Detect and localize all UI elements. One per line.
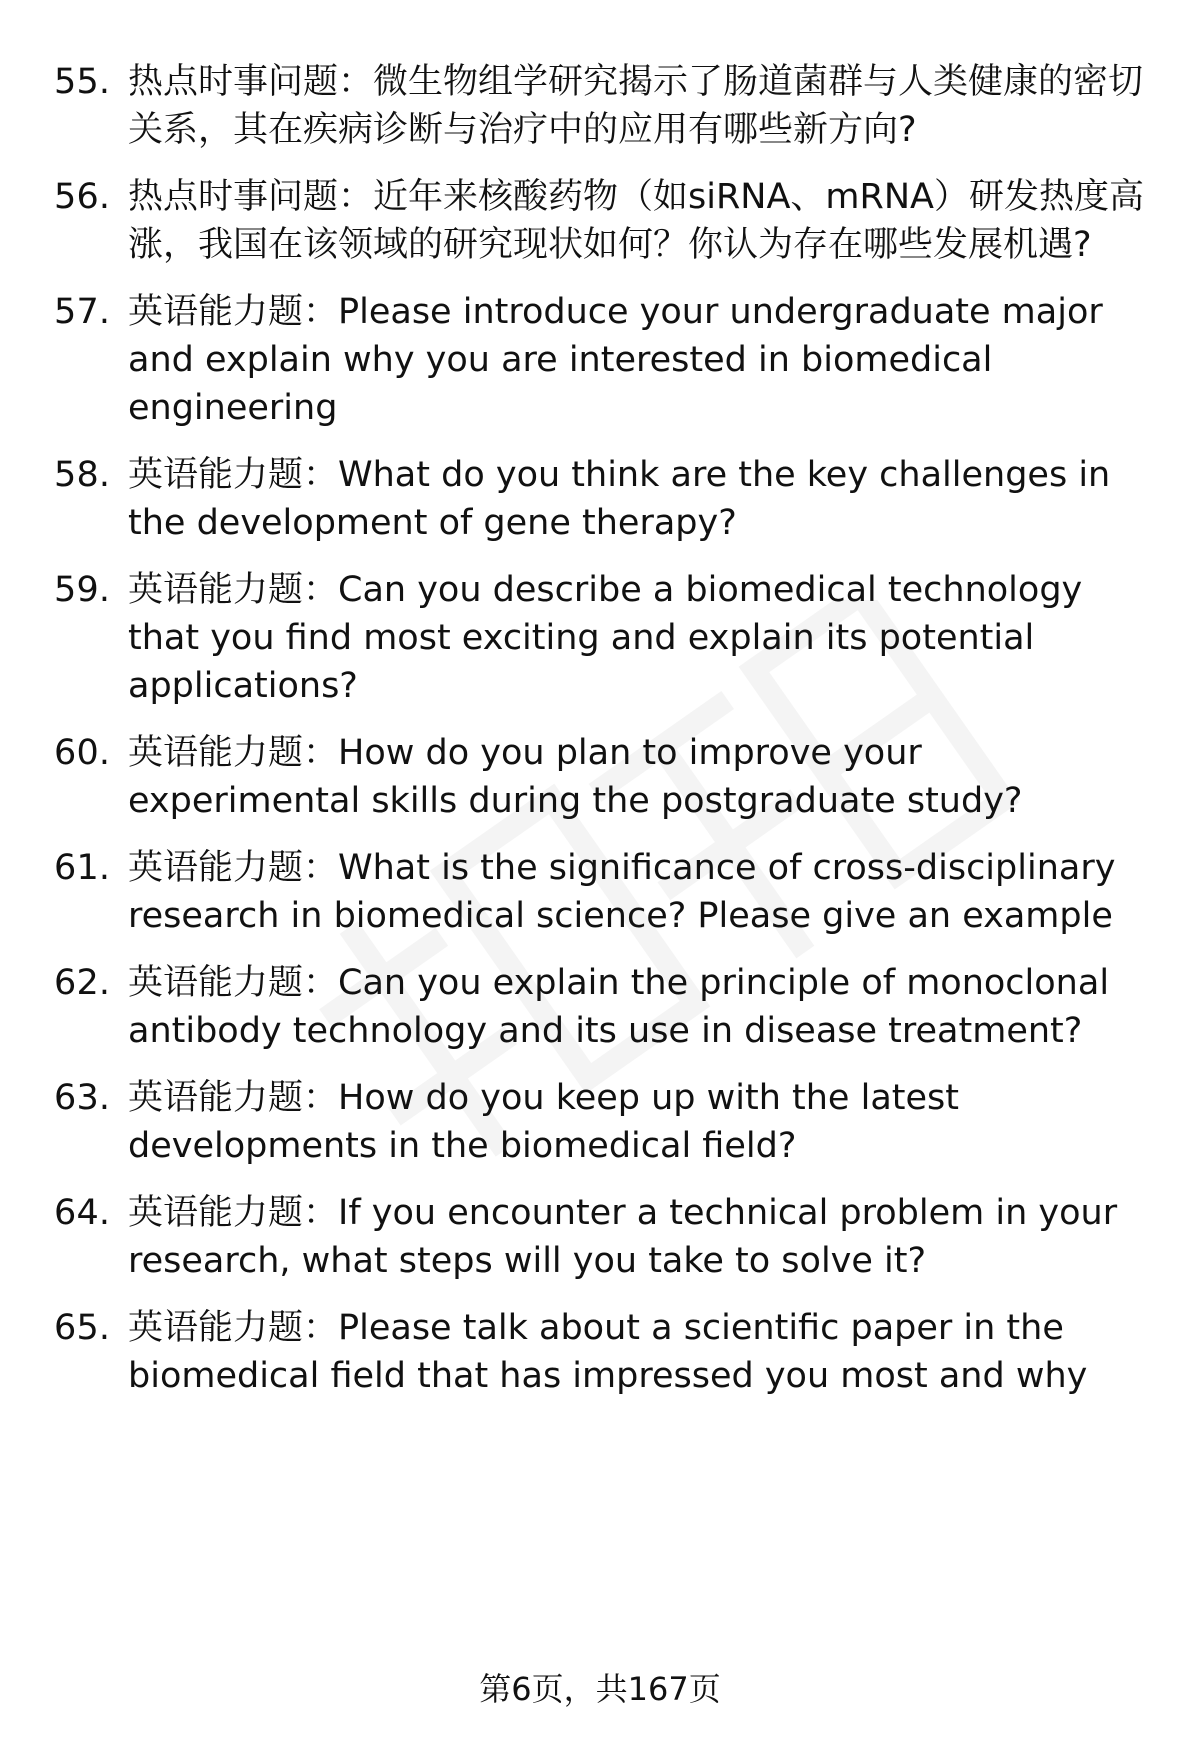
question-text: How do you plan to improve your experimental skills during the postgraduate study? bbox=[128, 733, 1023, 821]
question-text: Please talk about a scientific paper in the biomedical field that has impressed you most and why bbox=[128, 1308, 1088, 1396]
question-text: 微生物组学研究揭示了肠道菌群与人类健康的密切关系，其在疾病诊断与治疗中的应用有哪些新方向? bbox=[128, 62, 1144, 150]
question-body bbox=[128, 288, 1164, 432]
question-number: 61. bbox=[54, 848, 111, 888]
question-category: 英语能力题： bbox=[128, 1193, 339, 1233]
question-category: 热点时事问题： bbox=[128, 177, 374, 217]
question-text: Can you explain the principle of monoclonal antibody technology and its use in disease treatment? bbox=[128, 963, 1110, 1051]
question-number: 56. bbox=[54, 177, 111, 217]
question-body bbox=[128, 566, 1164, 710]
question-number: 59. bbox=[54, 570, 111, 610]
question-category: 英语能力题： bbox=[128, 1308, 339, 1348]
page-number-footer: 第6页，共167页 bbox=[479, 1670, 721, 1708]
question-item-58 bbox=[54, 451, 1164, 547]
question-category: 英语能力题： bbox=[128, 733, 339, 773]
question-number: 62. bbox=[54, 963, 111, 1003]
question-item-64 bbox=[54, 1189, 1164, 1285]
question-body bbox=[128, 451, 1164, 547]
question-body bbox=[128, 959, 1164, 1055]
question-item-57 bbox=[54, 288, 1164, 432]
question-text: Please introduce your undergraduate major and explain why you are interested in biomedical engineering bbox=[128, 292, 1103, 428]
question-category: 英语能力题： bbox=[128, 292, 339, 332]
question-number: 64. bbox=[54, 1193, 111, 1233]
question-body bbox=[128, 1304, 1164, 1400]
question-number: 63. bbox=[54, 1078, 111, 1118]
question-category: 英语能力题： bbox=[128, 848, 339, 888]
question-item-65 bbox=[54, 1304, 1164, 1400]
question-text: 近年来核酸药物（如siRNA、mRNA）研发热度高涨，我国在该领域的研究现状如何？你认为存在哪些发展机遇? bbox=[128, 177, 1144, 265]
question-item-59 bbox=[54, 566, 1164, 710]
question-text: What do you think are the key challenges in the development of gene therapy? bbox=[128, 455, 1111, 543]
question-number: 65. bbox=[54, 1308, 111, 1348]
question-category: 英语能力题： bbox=[128, 455, 339, 495]
question-body bbox=[128, 844, 1164, 940]
question-text: If you encounter a technical problem in your research, what steps will you take to solve it? bbox=[128, 1193, 1118, 1281]
question-text: How do you keep up with the latest developments in the biomedical field? bbox=[128, 1078, 959, 1166]
question-category: 英语能力题： bbox=[128, 963, 339, 1003]
question-category: 英语能力题： bbox=[128, 570, 339, 610]
question-item-55 bbox=[54, 58, 1164, 154]
question-item-61 bbox=[54, 844, 1164, 940]
question-text: What is the significance of cross-disciplinary research in biomedical science? Please give an example bbox=[128, 848, 1116, 936]
question-body bbox=[128, 1189, 1164, 1285]
question-category: 热点时事问题： bbox=[128, 62, 374, 102]
question-body bbox=[128, 729, 1164, 825]
question-item-56 bbox=[54, 173, 1164, 269]
interview-question-list bbox=[54, 58, 1164, 1419]
question-number: 57. bbox=[54, 292, 111, 332]
question-body bbox=[128, 58, 1164, 154]
question-body bbox=[128, 1074, 1164, 1170]
question-number: 58. bbox=[54, 455, 111, 495]
question-text: Can you describe a biomedical technology that you find most exciting and explain its potential applications? bbox=[128, 570, 1083, 706]
question-item-62 bbox=[54, 959, 1164, 1055]
question-body bbox=[128, 173, 1164, 269]
question-number: 60. bbox=[54, 733, 111, 773]
question-number: 55. bbox=[54, 62, 111, 102]
question-item-63 bbox=[54, 1074, 1164, 1170]
question-category: 英语能力题： bbox=[128, 1078, 339, 1118]
question-item-60 bbox=[54, 729, 1164, 825]
